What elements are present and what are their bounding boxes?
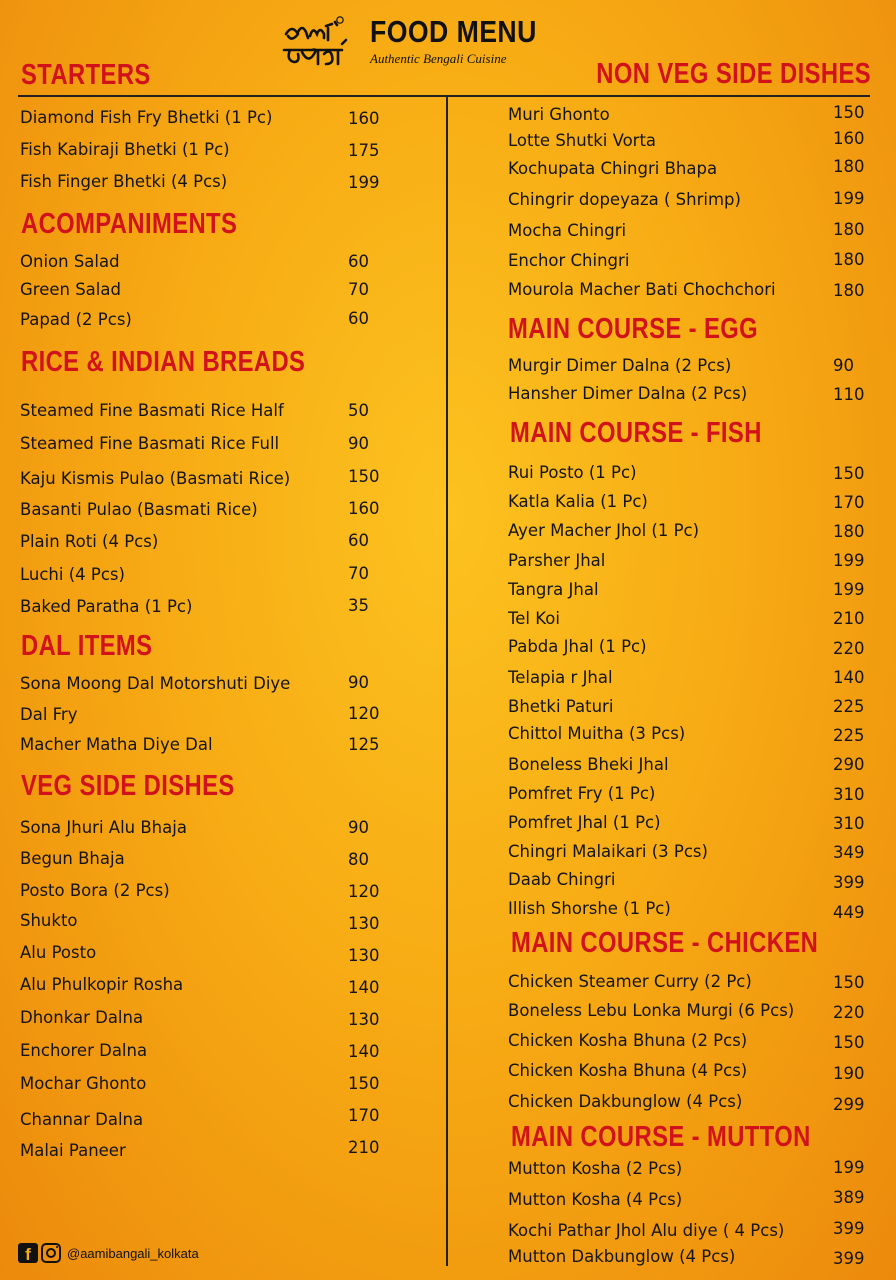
menu-item-price: 180 [833, 220, 865, 239]
menu-item-price: 310 [833, 785, 865, 804]
heading-nonveg-side: NON VEG SIDE DISHES [596, 58, 871, 90]
menu-item-price: 199 [833, 189, 865, 208]
menu-item-price: 35 [348, 596, 369, 615]
menu-item-price: 310 [833, 814, 865, 833]
menu-item-price: 170 [833, 493, 865, 512]
menu-item-name: Kochi Pathar Jhol Alu diye ( 4 Pcs) [508, 1221, 785, 1240]
social-footer [18, 1243, 199, 1263]
menu-item-name: Green Salad [20, 280, 121, 299]
heading-rice-breads: RICE & INDIAN BREADS [21, 346, 306, 378]
menu-item-name: Chingrir dopeyaza ( Shrimp) [508, 190, 741, 209]
menu-item-price: 90 [348, 434, 369, 453]
menu-item-price: 140 [348, 1042, 380, 1061]
menu-item-price: 130 [348, 1010, 380, 1029]
heading-dal-items: DAL ITEMS [21, 630, 153, 662]
menu-item-price: 199 [833, 551, 865, 570]
menu-item-name: Baked Paratha (1 Pc) [20, 597, 193, 616]
menu-item-price: 70 [348, 280, 369, 299]
menu-item-price: 399 [833, 873, 865, 892]
menu-item-name: Fish Kabiraji Bhetki (1 Pc) [20, 140, 230, 159]
menu-item-price: 180 [833, 281, 865, 300]
menu-item-name: Telapia r Jhal [508, 668, 613, 687]
menu-item-name: Mochar Ghonto [20, 1074, 147, 1093]
heading-veg-side: VEG SIDE DISHES [21, 770, 235, 802]
menu-item-price: 190 [833, 1064, 865, 1083]
menu-item-price: 110 [833, 385, 865, 404]
menu-item-price: 140 [348, 978, 380, 997]
menu-item-price: 90 [833, 356, 854, 375]
menu-item-name: Pomfret Fry (1 Pc) [508, 784, 656, 803]
menu-item-price: 150 [833, 464, 865, 483]
menu-item-price: 70 [348, 564, 369, 583]
menu-item-price: 389 [833, 1188, 865, 1207]
heading-main-course-chicken: MAIN COURSE - CHICKEN [511, 927, 819, 959]
menu-item-name: Macher Matha Diye Dal [20, 735, 213, 754]
menu-item-name: Muri Ghonto [508, 105, 610, 124]
menu-item-name: Plain Roti (4 Pcs) [20, 532, 159, 551]
menu-item-name: Enchorer Dalna [20, 1041, 148, 1060]
menu-item-name: Fish Finger Bhetki (4 Pcs) [20, 172, 228, 191]
heading-main-course-egg: MAIN COURSE - EGG [508, 313, 759, 345]
menu-item-name: Steamed Fine Basmati Rice Full [20, 434, 280, 453]
menu-item-name: Onion Salad [20, 252, 120, 271]
menu-item-name: Daab Chingri [508, 870, 616, 889]
menu-item-name: Channar Dalna [20, 1110, 144, 1129]
menu-item-name: Katla Kalia (1 Pc) [508, 492, 648, 511]
menu-item-name: Sona Jhuri Alu Bhaja [20, 818, 187, 837]
menu-item-name: Sona Moong Dal Motorshuti Diye [20, 674, 291, 693]
header-divider [18, 95, 870, 97]
menu-item-price: 170 [348, 1106, 380, 1125]
social-handle[interactable]: @aamibangali_kolkata [67, 1245, 199, 1261]
menu-item-name: Kochupata Chingri Bhapa [508, 159, 718, 178]
heading-main-course-fish: MAIN COURSE - FISH [510, 417, 762, 449]
menu-item-price: 125 [348, 735, 380, 754]
menu-item-name: Basanti Pulao (Basmati Rice) [20, 500, 258, 519]
menu-item-name: Mourola Macher Bati Chochchori [508, 280, 776, 299]
menu-item-price: 180 [833, 250, 865, 269]
menu-item-name: Chicken Kosha Bhuna (4 Pcs) [508, 1061, 748, 1080]
menu-item-price: 199 [833, 1158, 865, 1177]
menu-item-name: Tel Koi [508, 609, 560, 628]
menu-item-price: 140 [833, 668, 865, 687]
menu-item-price: 180 [833, 522, 865, 541]
menu-item-name: Enchor Chingri [508, 251, 630, 270]
menu-item-name: Rui Posto (1 Pc) [508, 463, 637, 482]
menu-item-price: 150 [348, 467, 380, 486]
menu-item-name: Shukto [20, 911, 78, 930]
menu-item-price: 220 [833, 639, 865, 658]
brand-logo [280, 14, 366, 72]
menu-item-price: 175 [348, 141, 380, 160]
menu-item-name: Dhonkar Dalna [20, 1008, 144, 1027]
menu-item-name: Posto Bora (2 Pcs) [20, 881, 170, 900]
menu-item-price: 210 [348, 1138, 380, 1157]
menu-item-name: Kaju Kismis Pulao (Basmati Rice) [20, 469, 291, 488]
menu-item-name: Steamed Fine Basmati Rice Half [20, 401, 284, 420]
menu-item-name: Luchi (4 Pcs) [20, 565, 125, 584]
menu-item-name: Pabda Jhal (1 Pc) [508, 637, 647, 656]
menu-item-price: 299 [833, 1095, 865, 1114]
menu-item-name: Lotte Shutki Vorta [508, 131, 657, 150]
menu-item-price: 160 [833, 129, 865, 148]
menu-item-name: Chicken Steamer Curry (2 Pc) [508, 972, 752, 991]
menu-item-name: Illish Shorshe (1 Pc) [508, 899, 671, 918]
menu-item-name: Chicken Kosha Bhuna (2 Pcs) [508, 1031, 748, 1050]
menu-item-name: Pomfret Jhal (1 Pc) [508, 813, 661, 832]
menu-item-price: 120 [348, 704, 380, 723]
menu-item-name: Diamond Fish Fry Bhetki (1 Pc) [20, 108, 273, 127]
menu-item-price: 150 [833, 973, 865, 992]
menu-item-price: 399 [833, 1249, 865, 1268]
menu-item-price: 150 [833, 103, 865, 122]
menu-item-price: 60 [348, 309, 369, 328]
menu-item-price: 130 [348, 914, 380, 933]
menu-item-price: 150 [348, 1074, 380, 1093]
heading-accompaniments: ACOMPANIMENTS [21, 208, 238, 240]
menu-item-price: 80 [348, 850, 369, 869]
menu-item-name: Mutton Dakbunglow (4 Pcs) [508, 1247, 736, 1266]
facebook-icon[interactable]: f [18, 1243, 38, 1263]
menu-item-name: Begun Bhaja [20, 849, 125, 868]
menu-item-name: Mutton Kosha (4 Pcs) [508, 1190, 683, 1209]
menu-item-price: 199 [833, 580, 865, 599]
menu-item-name: Alu Posto [20, 943, 97, 962]
menu-item-price: 210 [833, 609, 865, 628]
menu-item-price: 290 [833, 755, 865, 774]
menu-item-name: Tangra Jhal [508, 580, 599, 599]
menu-item-price: 349 [833, 843, 865, 862]
menu-subtitle: Authentic Bengali Cuisine [370, 51, 507, 66]
menu-item-name: Hansher Dimer Dalna (2 Pcs) [508, 384, 748, 403]
instagram-icon[interactable] [41, 1243, 61, 1263]
menu-item-price: 199 [348, 173, 380, 192]
heading-starters: STARTERS [21, 59, 151, 91]
menu-item-price: 220 [833, 1003, 865, 1022]
heading-main-course-mutton: MAIN COURSE - MUTTON [511, 1121, 811, 1153]
menu-item-price: 160 [348, 109, 380, 128]
menu-item-name: Dal Fry [20, 705, 78, 724]
brand-logo-mark [280, 14, 366, 72]
menu-item-name: Ayer Macher Jhol (1 Pc) [508, 521, 700, 540]
menu-item-name: Chingri Malaikari (3 Pcs) [508, 842, 708, 861]
menu-item-name: Alu Phulkopir Rosha [20, 975, 184, 994]
column-divider [446, 96, 448, 1266]
menu-item-name: Bhetki Paturi [508, 697, 614, 716]
menu-title: FOOD MENU [370, 14, 537, 49]
menu-item-name: Parsher Jhal [508, 551, 606, 570]
menu-item-name: Boneless Bheki Jhal [508, 755, 669, 774]
menu-item-name: Malai Paneer [20, 1141, 126, 1160]
menu-item-price: 225 [833, 697, 865, 716]
menu-item-name: Murgir Dimer Dalna (2 Pcs) [508, 356, 732, 375]
menu-item-name: Papad (2 Pcs) [20, 310, 132, 329]
menu-item-price: 160 [348, 499, 380, 518]
menu-item-name: Chittol Muitha (3 Pcs) [508, 724, 686, 743]
brand-block [370, 14, 564, 67]
menu-item-price: 180 [833, 157, 865, 176]
menu-item-name: Boneless Lebu Lonka Murgi (6 Pcs) [508, 1001, 795, 1020]
menu-item-price: 130 [348, 946, 380, 965]
menu-item-price: 449 [833, 903, 865, 922]
menu-item-price: 50 [348, 401, 369, 420]
menu-item-price: 225 [833, 726, 865, 745]
menu-item-price: 90 [348, 818, 369, 837]
menu-item-name: Chicken Dakbunglow (4 Pcs) [508, 1092, 743, 1111]
menu-item-price: 150 [833, 1033, 865, 1052]
menu-item-price: 90 [348, 673, 369, 692]
menu-item-price: 399 [833, 1219, 865, 1238]
menu-item-name: Mocha Chingri [508, 221, 627, 240]
menu-item-price: 60 [348, 252, 369, 271]
menu-item-price: 60 [348, 531, 369, 550]
menu-item-name: Mutton Kosha (2 Pcs) [508, 1159, 683, 1178]
menu-item-price: 120 [348, 882, 380, 901]
